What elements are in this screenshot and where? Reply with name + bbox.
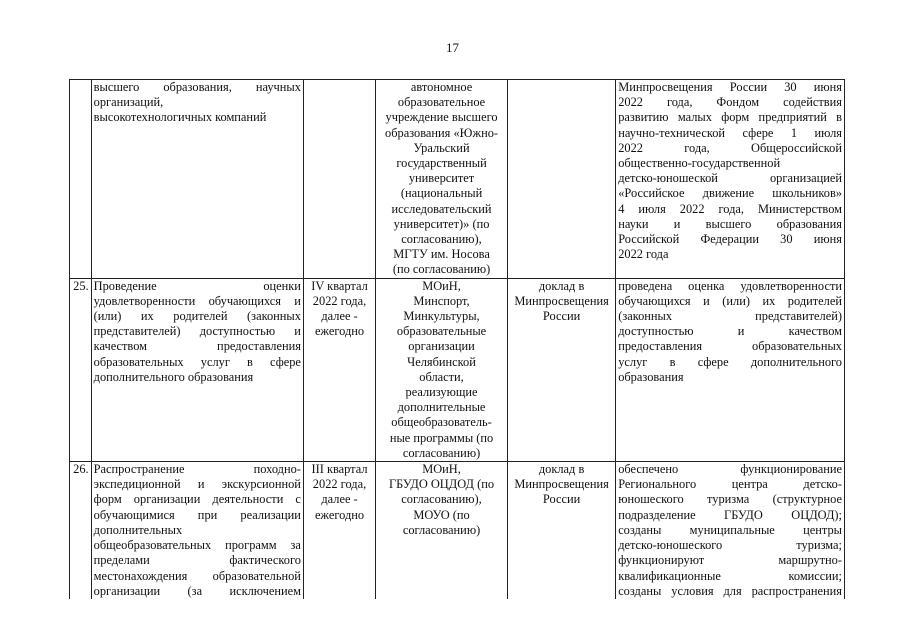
text-line: организаций, bbox=[93, 95, 164, 110]
text-line: университет bbox=[408, 171, 475, 186]
text-line: Минпросвещения bbox=[514, 293, 609, 308]
text-line: автономное bbox=[410, 80, 473, 94]
action-plan-table bbox=[69, 79, 845, 599]
text-line: согласованию) bbox=[402, 522, 481, 537]
text-line: ГБУДО ОЦДОД (по bbox=[389, 477, 495, 492]
report-type-cell bbox=[507, 278, 615, 461]
text-line: Российской Федерации 30 июня bbox=[618, 232, 842, 247]
text-line: Проведение оценки bbox=[93, 278, 301, 293]
text-line: далее - bbox=[321, 309, 358, 324]
text-line: проведена оценка удовлетворенности bbox=[618, 278, 842, 293]
row-number-cell bbox=[70, 80, 92, 279]
text-line: Минкультуры, bbox=[403, 309, 480, 324]
text-line: (или) их родителей (законных bbox=[93, 309, 301, 324]
result-cell bbox=[616, 278, 845, 461]
text-line: качеством предоставления bbox=[93, 339, 301, 354]
text-line: подразделение ГБУДО ОЦДОД); bbox=[618, 507, 842, 522]
text-line: Минпросвещения bbox=[514, 477, 609, 492]
result-cell bbox=[616, 80, 845, 279]
text-line: 2022 года bbox=[618, 247, 669, 262]
text-line: далее - bbox=[321, 492, 358, 507]
text-line: дополнительных bbox=[93, 522, 183, 537]
text-line: Минспорт, bbox=[413, 293, 470, 308]
term-cell bbox=[303, 80, 375, 279]
text-line: форм организации деятельности с bbox=[93, 492, 301, 507]
text-line: университет)» (по bbox=[393, 216, 490, 231]
text-line: доступностью и качеством bbox=[618, 324, 842, 339]
text-line: Челябинской bbox=[407, 354, 476, 369]
text-line: России bbox=[542, 492, 581, 507]
text-line: доклад в bbox=[538, 278, 585, 293]
result-cell bbox=[616, 462, 845, 600]
text-line: функционируют маршрутно- bbox=[618, 553, 842, 568]
text-line: МОУО (по bbox=[413, 507, 470, 522]
text-line: научно-технической сфере 1 июля bbox=[618, 125, 842, 140]
text-line: 2022 года, bbox=[312, 477, 367, 492]
text-line: общеобразовательных программ за bbox=[93, 538, 301, 553]
text-line: ежегодно bbox=[314, 507, 365, 522]
event-cell bbox=[91, 80, 303, 279]
text-line: согласованию), bbox=[401, 492, 482, 507]
table-row-continued bbox=[70, 80, 845, 279]
text-line: МОиН, bbox=[422, 462, 461, 477]
report-type-cell bbox=[507, 462, 615, 600]
text-line: 4 июля 2022 года, Министерством bbox=[618, 201, 842, 216]
row-number-cell: 25. bbox=[70, 278, 92, 461]
text-line: ежегодно bbox=[314, 324, 365, 339]
text-line: «Российское движение школьников» bbox=[618, 186, 842, 201]
event-cell bbox=[91, 278, 303, 461]
text-line: Распространение походно- bbox=[93, 462, 301, 477]
table-row-26 bbox=[70, 462, 845, 600]
text-line: III квартал bbox=[311, 462, 368, 477]
text-line: юношеского туризма (структурное bbox=[618, 492, 842, 507]
text-line: обеспечено функционирование bbox=[618, 462, 842, 477]
executors-cell bbox=[376, 80, 508, 279]
executors-cell bbox=[376, 278, 508, 461]
event-cell bbox=[91, 462, 303, 600]
text-line: ные программы (по bbox=[389, 430, 494, 445]
text-line: детско-юношеского туризма; bbox=[618, 538, 842, 553]
text-line: образования «Южно- bbox=[385, 125, 499, 140]
text-line: согласованию), bbox=[401, 232, 482, 247]
text-line: (национальный bbox=[400, 186, 483, 201]
report-type-cell bbox=[507, 80, 615, 279]
text-line: высокотехнологичных компаний bbox=[93, 110, 267, 125]
text-line: предоставления образовательных bbox=[618, 339, 842, 354]
text-line: 2022 года, Общероссийской bbox=[618, 140, 842, 155]
text-line: удовлетворенности обучающихся и bbox=[93, 293, 301, 308]
text-line: высшего образования, научных bbox=[93, 80, 301, 94]
text-line: образования bbox=[618, 369, 684, 384]
text-line: экспедиционной и экскурсионной bbox=[93, 477, 301, 492]
text-line: МОиН, bbox=[422, 278, 461, 293]
text-line: учреждение высшего bbox=[385, 110, 498, 125]
text-line: обучающимися при реализации bbox=[93, 507, 301, 522]
text-line: доклад в bbox=[538, 462, 585, 477]
text-line: организации bbox=[408, 339, 475, 354]
text-line: (по согласованию) bbox=[392, 262, 491, 277]
text-line: Регионального центра детско- bbox=[618, 477, 842, 492]
text-line: IV квартал bbox=[311, 278, 368, 293]
term-cell bbox=[303, 462, 375, 600]
text-line: организации (за исключением bbox=[93, 583, 301, 598]
text-line: науки и высшего образования bbox=[618, 216, 842, 231]
row-number-cell: 26. bbox=[70, 462, 92, 600]
page-number: 17 bbox=[446, 40, 459, 55]
term-cell bbox=[303, 278, 375, 461]
text-line: Минпросвещения России 30 июня bbox=[618, 80, 842, 94]
text-line: дополнительные bbox=[397, 400, 486, 415]
text-line: образовательные bbox=[396, 324, 487, 339]
text-line: государственный bbox=[396, 156, 487, 171]
text-line: местонахождения образовательной bbox=[93, 568, 301, 583]
text-line: дополнительного образования bbox=[93, 369, 254, 384]
text-line: представителей) доступностью и bbox=[93, 324, 301, 339]
text-line: образовательных услуг в сфере bbox=[93, 354, 301, 369]
text-line: 2022 года, bbox=[312, 293, 367, 308]
text-line: услуг в сфере дополнительного bbox=[618, 354, 842, 369]
text-line: МГТУ им. Носова bbox=[393, 247, 490, 262]
executors-cell bbox=[376, 462, 508, 600]
text-line: согласованию) bbox=[402, 445, 481, 460]
text-line: созданы муниципальные центры bbox=[618, 522, 842, 537]
text-line: обучающихся и (или) их родителей bbox=[618, 293, 842, 308]
text-line: России bbox=[542, 309, 581, 324]
table-row-25 bbox=[70, 278, 845, 461]
text-line: детско-юношеской организацией bbox=[618, 171, 842, 186]
text-line: реализующие bbox=[405, 385, 478, 400]
text-line: Уральский bbox=[413, 140, 470, 155]
text-line: области, bbox=[419, 369, 464, 384]
text-line: развитию малых форм предприятий в bbox=[618, 110, 842, 125]
text-line: общеобразователь- bbox=[391, 415, 492, 430]
text-line: 2022 года, Фондом содействия bbox=[618, 95, 842, 110]
text-line: квалификационные комиссии; bbox=[618, 568, 842, 583]
text-line: (законных представителей) bbox=[618, 309, 842, 324]
text-line: созданы условия для распространения bbox=[618, 583, 842, 598]
text-line: исследовательский bbox=[391, 201, 492, 216]
text-line: общественно-государственной bbox=[618, 156, 781, 171]
text-line: образовательное bbox=[397, 95, 486, 110]
text-line: пределами фактического bbox=[93, 553, 301, 568]
